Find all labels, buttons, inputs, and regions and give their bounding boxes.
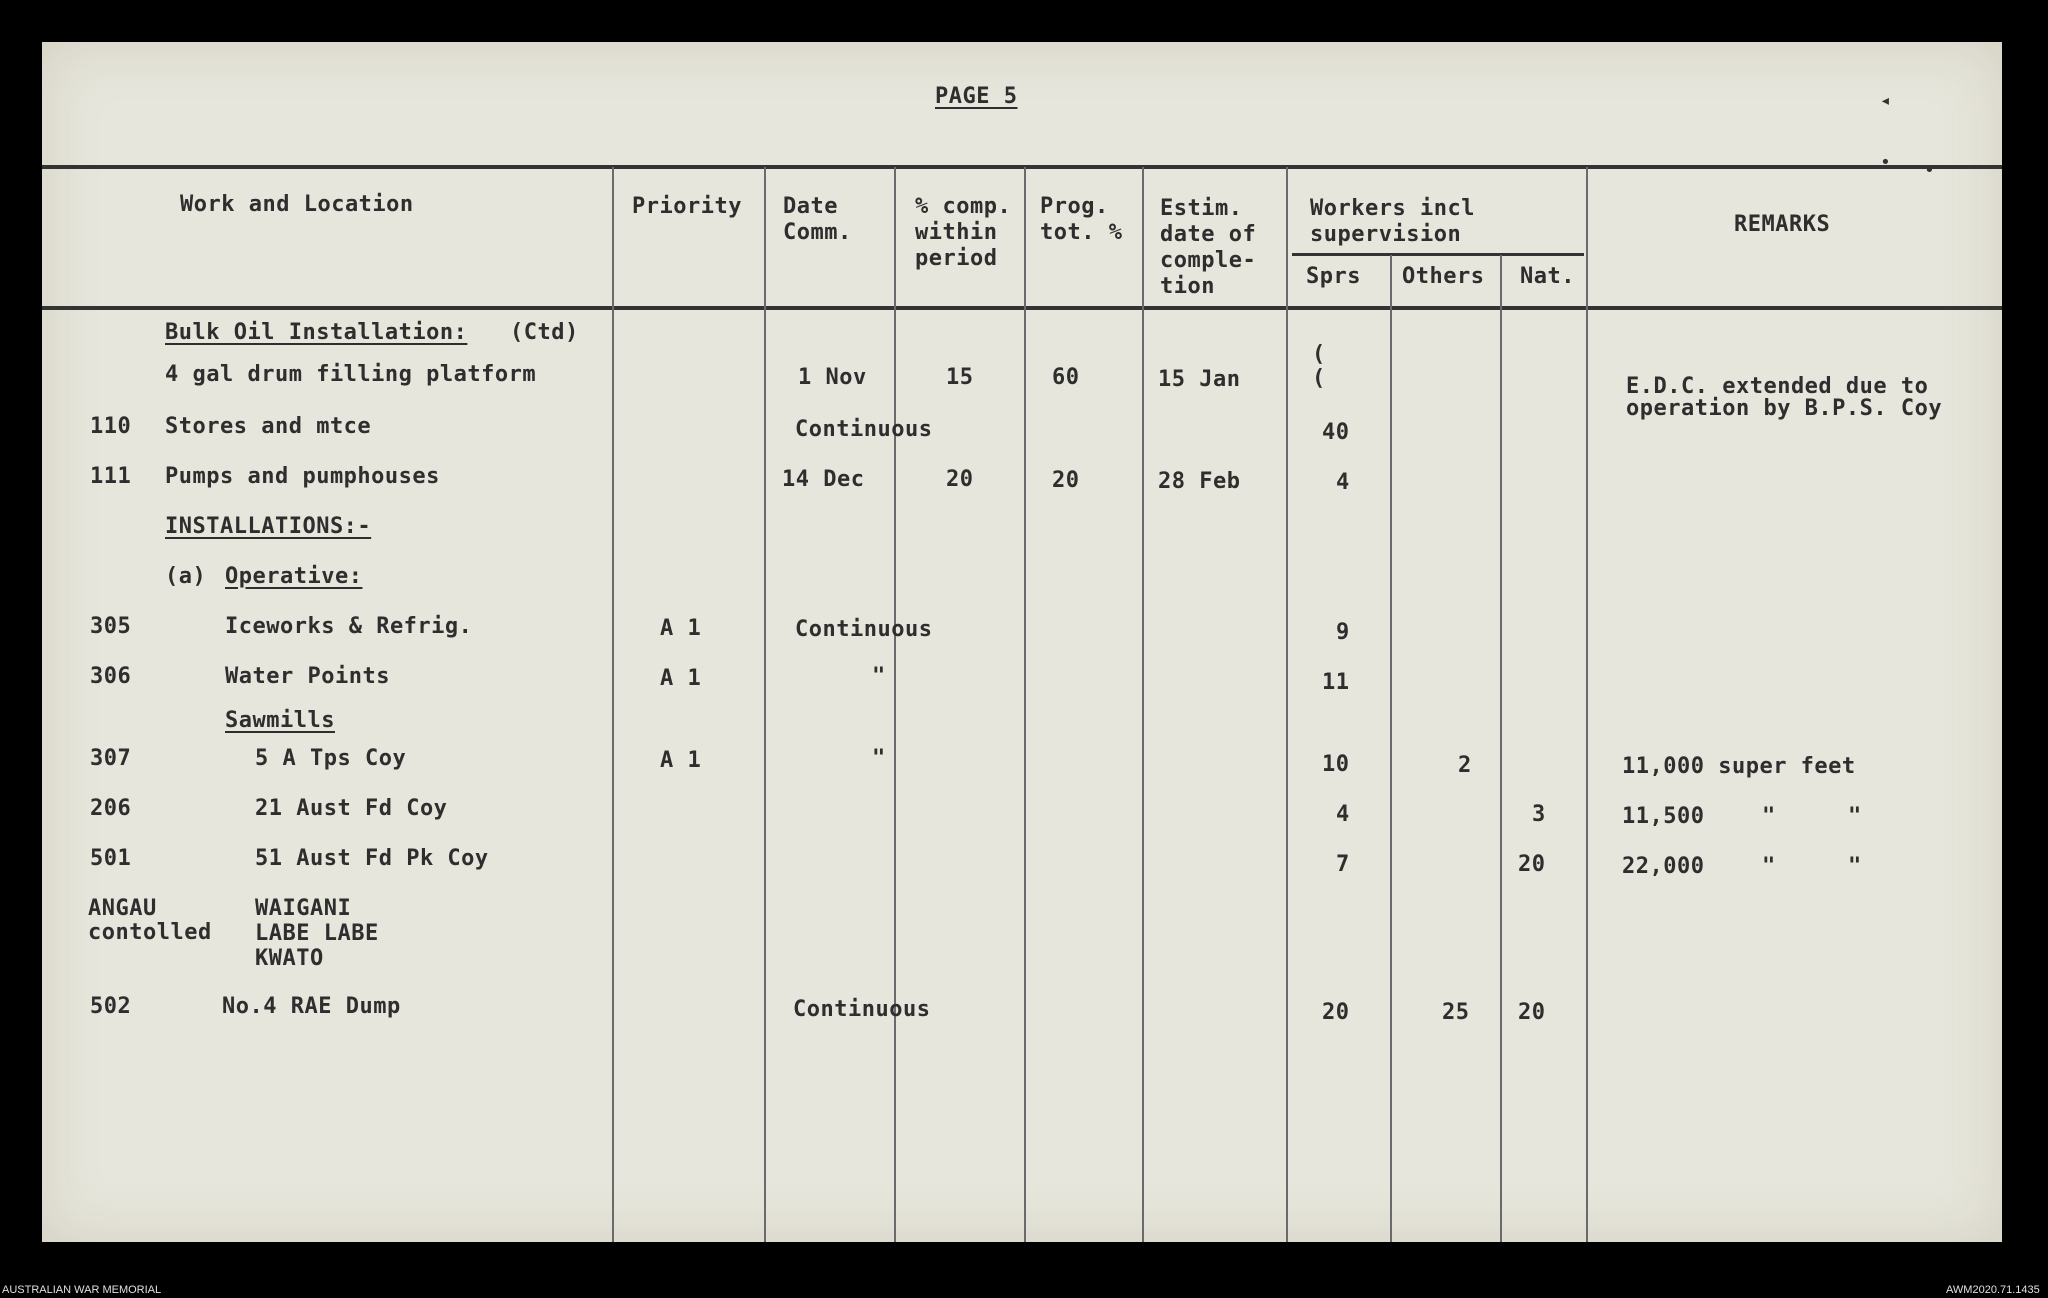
brace-mark: ( — [1312, 342, 1326, 367]
header-nat: Nat. — [1520, 264, 1575, 289]
header-sprs: Sprs — [1306, 264, 1361, 289]
header-estim-date: comple- — [1160, 248, 1257, 273]
column-divider — [1586, 167, 1588, 1242]
page-title: PAGE 5 — [935, 84, 1018, 109]
others-cell: 2 — [1458, 753, 1472, 778]
work-cell: 21 Aust Fd Coy — [255, 796, 448, 821]
footer-accession: AWM2020.71.1435 — [1946, 1284, 2040, 1296]
punch-mark: • — [1880, 152, 1891, 173]
remark-cell: 22,000 — [1622, 854, 1705, 879]
prog-cell: 60 — [1052, 365, 1080, 390]
header-estim-date: date of — [1160, 222, 1257, 247]
brace-mark: ( — [1312, 366, 1326, 391]
header-date-comm: Comm. — [783, 220, 852, 245]
row-number: 306 — [90, 664, 132, 689]
work-cell: WAIGANI — [255, 896, 352, 921]
prog-cell: 20 — [1052, 468, 1080, 493]
header-estim-date: tion — [1160, 274, 1215, 299]
nat-cell: 20 — [1518, 852, 1546, 877]
work-cell: Stores and mtce — [165, 414, 372, 439]
header-prog-tot: tot. % — [1040, 220, 1123, 245]
sprs-cell: 4 — [1336, 470, 1350, 495]
column-divider — [1286, 167, 1288, 1242]
row-number: 501 — [90, 846, 132, 871]
sprs-cell: 4 — [1336, 802, 1350, 827]
section-bulk-oil: Bulk Oil Installation: — [165, 320, 468, 345]
row-number: 307 — [90, 746, 132, 771]
date-cell: Continuous — [795, 617, 933, 642]
priority-cell: A 1 — [660, 748, 702, 773]
date-cell: 1 Nov — [798, 365, 867, 390]
row-number: 206 — [90, 796, 132, 821]
sprs-cell: 10 — [1322, 752, 1350, 777]
pct-cell: 15 — [946, 365, 974, 390]
ditto-mark: " — [1762, 804, 1776, 829]
remark-cell: 11,000 super feet — [1622, 754, 1856, 779]
work-cell: 5 A Tps Coy — [255, 746, 407, 771]
header-work-location: Work and Location — [180, 192, 414, 217]
row-number: 305 — [90, 614, 132, 639]
priority-cell: A 1 — [660, 666, 702, 691]
workers-subheader-rule — [1292, 253, 1584, 256]
row-number: 110 — [90, 414, 132, 439]
header-pct-comp: period — [915, 246, 998, 271]
work-cell: KWATO — [255, 946, 324, 971]
header-workers: supervision — [1310, 222, 1462, 247]
work-cell: Water Points — [225, 664, 390, 689]
punch-mark: ◂ — [1880, 90, 1891, 111]
column-divider — [612, 167, 614, 1242]
column-divider — [1024, 167, 1026, 1242]
table-top-rule — [42, 165, 2002, 169]
header-prog-tot: Prog. — [1040, 194, 1109, 219]
sprs-cell: 11 — [1322, 670, 1350, 695]
ctd-label: (Ctd) — [510, 320, 579, 345]
work-cell: 4 gal drum filling platform — [165, 362, 537, 387]
header-remarks: REMARKS — [1734, 212, 1831, 237]
punch-mark: • — [1924, 160, 1935, 181]
subsection-operative: Operative: — [225, 564, 363, 589]
column-divider — [1500, 255, 1502, 1242]
remark-cell: 11,500 — [1622, 804, 1705, 829]
remark-cell: E.D.C. extended due to — [1626, 374, 1929, 399]
document-page — [42, 42, 2002, 1242]
header-workers: Workers incl — [1310, 196, 1475, 221]
column-divider — [894, 167, 896, 1242]
work-cell: 51 Aust Fd Pk Coy — [255, 846, 489, 871]
section-installations: INSTALLATIONS:- — [165, 514, 372, 539]
nat-cell: 20 — [1518, 1000, 1546, 1025]
sprs-cell: 20 — [1322, 1000, 1350, 1025]
remark-cell: operation by B.P.S. Coy — [1626, 396, 1943, 421]
estim-cell: 28 Feb — [1158, 469, 1241, 494]
ditto-mark: " — [1762, 854, 1776, 879]
subsection-sawmills: Sawmills — [225, 708, 335, 733]
header-priority: Priority — [632, 194, 742, 219]
date-cell: Continuous — [793, 997, 931, 1022]
work-cell: Iceworks & Refrig. — [225, 614, 473, 639]
ditto-mark: " — [872, 746, 886, 771]
sprs-cell: 9 — [1336, 620, 1350, 645]
header-estim-date: Estim. — [1160, 196, 1243, 221]
table-header-rule — [42, 306, 2002, 310]
sprs-cell: 40 — [1322, 420, 1350, 445]
row-number: ANGAU — [88, 896, 157, 921]
work-cell: LABE LABE — [255, 921, 379, 946]
column-divider — [1142, 167, 1144, 1242]
row-number: 111 — [90, 464, 132, 489]
footer-credit: AUSTRALIAN WAR MEMORIAL — [2, 1284, 162, 1296]
header-others: Others — [1402, 264, 1485, 289]
row-number: 502 — [90, 994, 132, 1019]
row-number: contolled — [88, 920, 212, 945]
column-divider — [764, 167, 766, 1242]
priority-cell: A 1 — [660, 616, 702, 641]
sprs-cell: 7 — [1336, 852, 1350, 877]
ditto-mark: " — [1848, 854, 1862, 879]
date-cell: 14 Dec — [782, 467, 865, 492]
nat-cell: 3 — [1532, 802, 1546, 827]
column-divider — [1390, 255, 1392, 1242]
work-cell: No.4 RAE Dump — [222, 994, 401, 1019]
pct-cell: 20 — [946, 467, 974, 492]
estim-cell: 15 Jan — [1158, 367, 1241, 392]
header-date-comm: Date — [783, 194, 838, 219]
work-cell: Pumps and pumphouses — [165, 464, 440, 489]
subsection-prefix: (a) — [165, 564, 207, 589]
ditto-mark: " — [872, 664, 886, 689]
date-cell: Continuous — [795, 417, 933, 442]
header-pct-comp: % comp. — [915, 194, 1012, 219]
others-cell: 25 — [1442, 1000, 1470, 1025]
ditto-mark: " — [1848, 804, 1862, 829]
header-pct-comp: within — [915, 220, 998, 245]
